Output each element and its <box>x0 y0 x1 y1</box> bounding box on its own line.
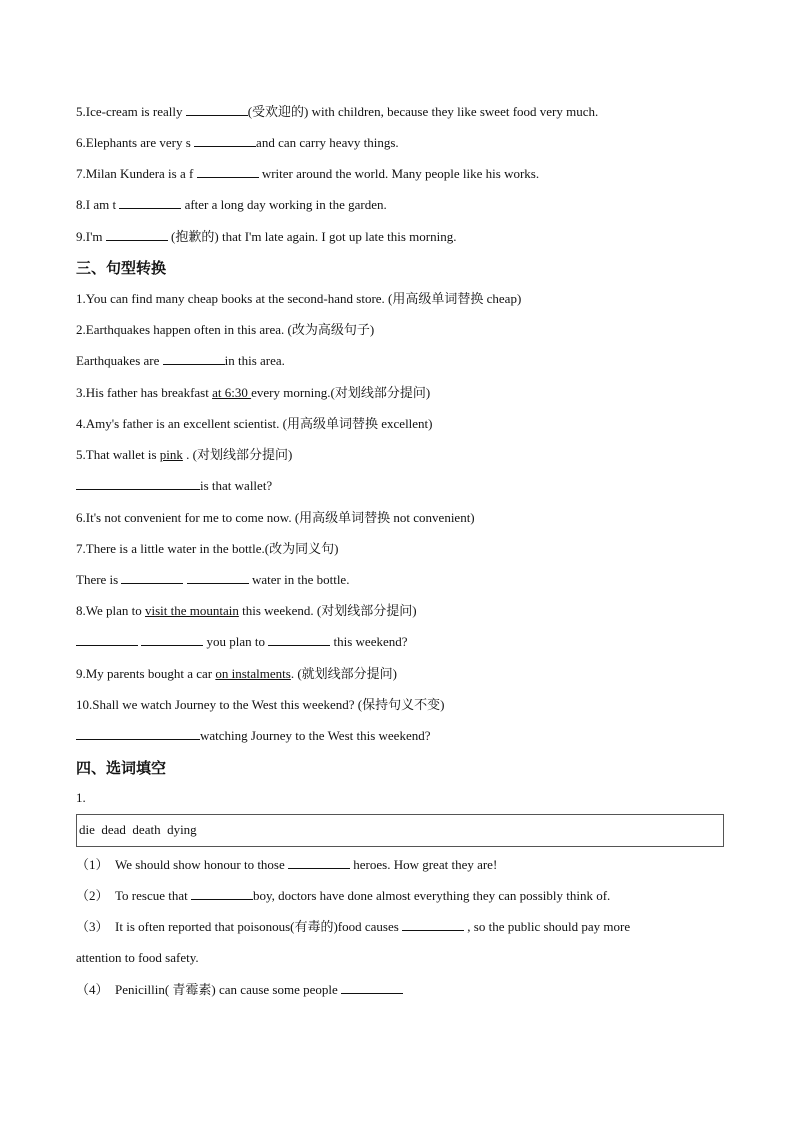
answer-blank[interactable] <box>197 165 259 178</box>
answer-blank[interactable] <box>186 103 248 116</box>
transform-q2: 2.Earthquakes happen often in this area. (改为高级句子) <box>76 322 375 337</box>
answer-blank[interactable] <box>341 981 403 994</box>
answer-blank[interactable] <box>191 887 253 900</box>
answer-blank[interactable] <box>288 856 350 869</box>
word-bank: die dead death dying <box>79 822 197 837</box>
section-4-title: 四、选词填空 <box>76 759 167 777</box>
underlined-part: visit the mountain <box>145 603 239 618</box>
transform-q9: 9.My parents bought a car on instalments. (就划线部分提问) <box>76 666 397 681</box>
transform-q4: 4.Amy's father is an excellent scientist. (用高级单词替换 excellent) <box>76 416 433 431</box>
question-6: 6.Elephants are very s and can carry heavy things. <box>76 135 399 150</box>
answer-blank[interactable] <box>76 633 138 646</box>
answer-blank[interactable] <box>76 727 200 740</box>
fill-sentence-4: （4） Penicillin( 青霉素) can cause some people <box>76 981 403 999</box>
answer-blank[interactable] <box>268 633 330 646</box>
transform-q7: 7.There is a little water in the bottle.(改为同义句) <box>76 541 339 556</box>
transform-q1: 1.You can find many cheap books at the second-hand store. (用高级单词替换 cheap) <box>76 291 522 306</box>
transform-q2-answer: Earthquakes are in this area. <box>76 353 285 368</box>
transform-q5: 5.That wallet is pink . (对划线部分提问) <box>76 447 293 462</box>
question-7: 7.Milan Kundera is a f writer around the world. Many people like his works. <box>76 166 540 181</box>
question-8: 8.I am t after a long day working in the garden. <box>76 197 387 212</box>
fill-sentence-3-cont: attention to food safety. <box>76 950 199 965</box>
group-number: 1. <box>76 790 86 805</box>
underlined-part: at 6:30 <box>212 385 252 400</box>
transform-q10: 10.Shall we watch Journey to the West this weekend? (保持句义不变) <box>76 697 445 712</box>
answer-blank[interactable] <box>187 571 249 584</box>
question-5: 5.Ice-cream is really (受欢迎的) with children, because they like sweet food very much. <box>76 104 599 119</box>
answer-blank[interactable] <box>119 196 181 209</box>
answer-blank[interactable] <box>76 477 200 490</box>
answer-blank[interactable] <box>106 228 168 241</box>
underlined-part: on instalments <box>215 666 291 681</box>
question-9: 9.I'm (抱歉的) that I'm late again. I got up late this morning. <box>76 229 457 244</box>
answer-blank[interactable] <box>402 918 464 931</box>
answer-blank[interactable] <box>194 134 256 147</box>
transform-q10-answer: watching Journey to the West this weekend? <box>76 727 431 745</box>
answer-blank[interactable] <box>163 352 225 365</box>
transform-q8-answer: you plan to this weekend? <box>76 633 408 651</box>
transform-q7-answer: There is water in the bottle. <box>76 572 350 587</box>
transform-q5-answer: is that wallet? <box>76 477 272 495</box>
underlined-part: pink <box>159 447 183 462</box>
word-bank-box <box>76 814 724 847</box>
transform-q6: 6.It's not convenient for me to come now. (用高级单词替换 not convenient) <box>76 510 475 525</box>
section-3-title: 三、句型转换 <box>76 259 167 277</box>
answer-blank[interactable] <box>121 571 183 584</box>
fill-sentence-3: （3） It is often reported that poisonous(有毒的)food causes , so the public should pay more <box>76 919 631 934</box>
fill-sentence-1: （1） We should show honour to those heroes. How great they are! <box>76 857 498 872</box>
transform-q8: 8.We plan to visit the mountain this weekend. (对划线部分提问) <box>76 603 417 618</box>
fill-sentence-2: （2） To rescue that boy, doctors have done almost everything they can possibly think of. <box>76 888 611 903</box>
answer-blank[interactable] <box>141 633 203 646</box>
transform-q3: 3.His father has breakfast at 6:30 every morning.(对划线部分提问) <box>76 385 431 400</box>
